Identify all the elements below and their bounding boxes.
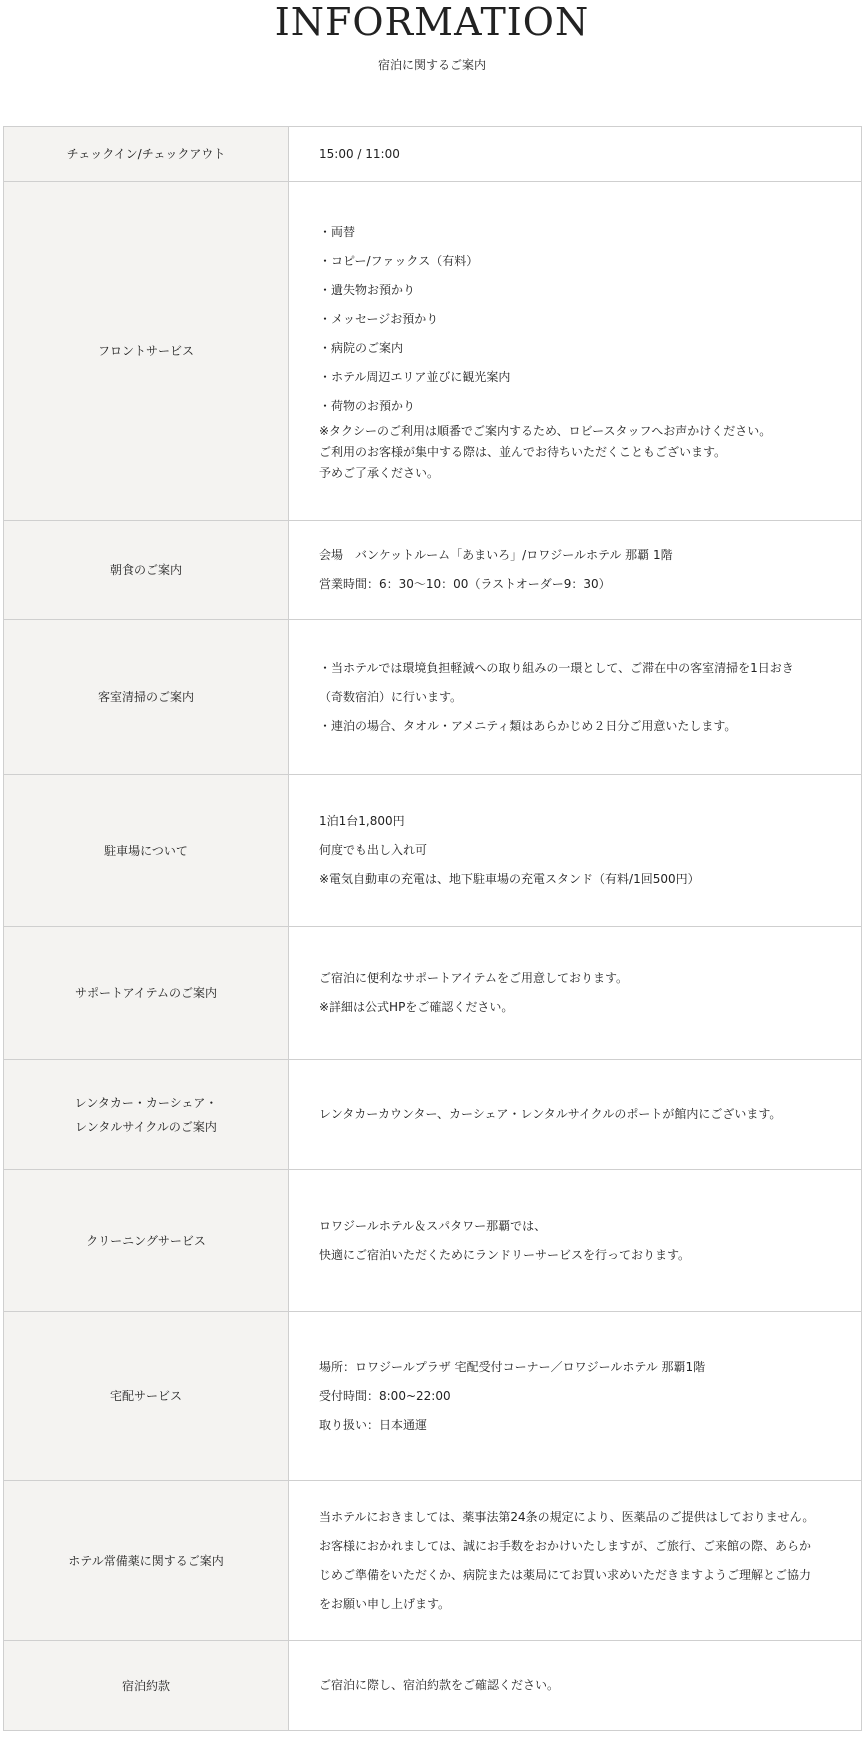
table-row [4,1060,862,1170]
row-value-line: 営業時間：6：30～10：00（ラストオーダー9：30） [319,577,611,591]
note-line: ※タクシーのご利用は順番でご案内するため、ロビースタッフへお声かけください。 [319,424,772,438]
row-label-text: レンタルサイクルのご案内 [75,1119,217,1134]
row-value-line: 何度でも出し入れ可 [319,843,428,857]
row-value-line: 15:00 / 11:00 [319,146,400,161]
note-line: ご利用のお客様が集中する際は、並んでお待ちいただくこともございます。 [319,445,727,459]
row-label-text: ホテル常備薬に関するご案内 [68,1553,224,1568]
table-row [4,182,862,521]
row-value-line: お客様におかれましては、誠にお手数をおかけいたしますが、ご旅行、ご来館の際、あらか [319,1538,812,1553]
row-label-breakfast [4,521,289,620]
table-row [4,1312,862,1481]
table-row [4,620,862,775]
row-value-line: 会場 バンケットルーム「あまいろ」/ロワジールホテル 那覇 1階 [319,548,673,562]
row-value-medicine [289,1481,862,1641]
row-value-line: ご宿泊に便利なサポートアイテムをご用意しております。 [319,971,629,985]
row-value-line: ・当ホテルでは環境負担軽減への取り組みの一環として、ご滞在中の客室清掃を1日おき [319,660,794,675]
table-row [4,521,862,620]
info-table [3,126,862,1731]
row-value-line: ご宿泊に際し、宿泊約款をご確認ください。 [319,1678,560,1692]
list-item: ・荷物のお預かり [319,399,416,413]
row-value-line: ※詳細は公式HPをご確認ください。 [319,1000,514,1014]
row-value-line: ※電気自動車の充電は、地下駐車場の充電スタンド（有料/1回500円） [319,872,700,886]
row-label-text: 宅配サービス [109,1389,182,1403]
list-item: ・遺失物お預かり [319,283,416,297]
list-item: ・両替 [319,225,356,239]
row-value-support-items [289,927,862,1060]
row-label-terms [4,1641,289,1731]
row-label-front-service [4,182,289,521]
row-value-line: をお願い申し上げます。 [319,1596,451,1611]
row-label-parking [4,775,289,927]
row-value-room-cleaning [289,620,862,775]
row-label-text: 朝食のご案内 [109,563,182,577]
row-label-room-cleaning [4,620,289,775]
row-label-text: チェックイン/チェックアウト [66,147,226,161]
row-value-checkin [289,127,862,182]
row-value-line: 1泊1台1,800円 [319,814,405,828]
row-value-terms [289,1641,862,1731]
row-value-delivery [289,1312,862,1481]
row-label-text: 客室清掃のご案内 [97,690,194,704]
row-label-medicine [4,1481,289,1641]
list-item: ・病院のご案内 [319,341,404,355]
row-value-front-service [289,182,862,521]
list-item: ・メッセージお預かり [319,312,439,326]
row-value-line: 当ホテルにおきましては、薬事法第24条の規定により、医薬品のご提供はしておりません。 [319,1509,815,1524]
page-title: INFORMATION [274,0,590,44]
row-value-cleaning-service [289,1170,862,1312]
row-label-support-items [4,927,289,1060]
list-item: ・コピー/ファックス（有料） [319,254,479,268]
row-label-text: フロントサービス [97,344,194,358]
row-label-text: サポートアイテムのご案内 [75,986,217,1000]
list-item: ・ホテル周辺エリア並びに観光案内 [319,370,511,384]
page-subtitle: 宿泊に関するご案内 [377,58,486,72]
row-label-text: 宿泊約款 [121,1678,170,1693]
row-label-text: レンタカー・カーシェア・ [74,1095,218,1110]
row-value-line: 取り扱い：日本通運 [319,1417,428,1432]
row-label-delivery [4,1312,289,1481]
row-value-line: 受付時間：8:00~22:00 [319,1388,451,1403]
table-row [4,1170,862,1312]
row-value-line: ロワジールホテル＆スパタワー那覇では、 [319,1218,547,1233]
row-value-line: じめご準備をいただくか、病院または薬局にてお買い求めいただきますようご理解とご協力 [319,1567,812,1582]
row-label-text: クリーニングサービス [86,1233,206,1248]
row-label-checkin [4,127,289,182]
row-label-text: 駐車場について [104,843,188,858]
table-row [4,927,862,1060]
table-row [4,1481,862,1641]
note-line: 予めご了承ください。 [319,466,440,480]
row-value-line: 場所：ロワジールプラザ 宅配受付コーナー／ロワジールホテル 那覇1階 [319,1359,706,1374]
table-row [4,1641,862,1731]
row-value-line: （奇数宿泊）に行います。 [319,689,463,704]
row-value-parking [289,775,862,927]
row-label-cleaning-service [4,1170,289,1312]
row-value-line: ・連泊の場合、タオル・アメニティ類はあらかじめ２日分ご用意いたします。 [319,718,737,733]
table-row [4,775,862,927]
row-value-line: レンタカーカウンター、カーシェア・レンタルサイクルのポートが館内にございます。 [319,1107,782,1121]
row-value-line: 快適にご宿泊いただくためにランドリーサービスを行っております。 [319,1247,691,1262]
table-row [4,127,862,182]
row-label-rental [4,1060,289,1170]
row-value-breakfast [289,521,862,620]
row-value-rental [289,1060,862,1170]
page-header [0,0,864,124]
